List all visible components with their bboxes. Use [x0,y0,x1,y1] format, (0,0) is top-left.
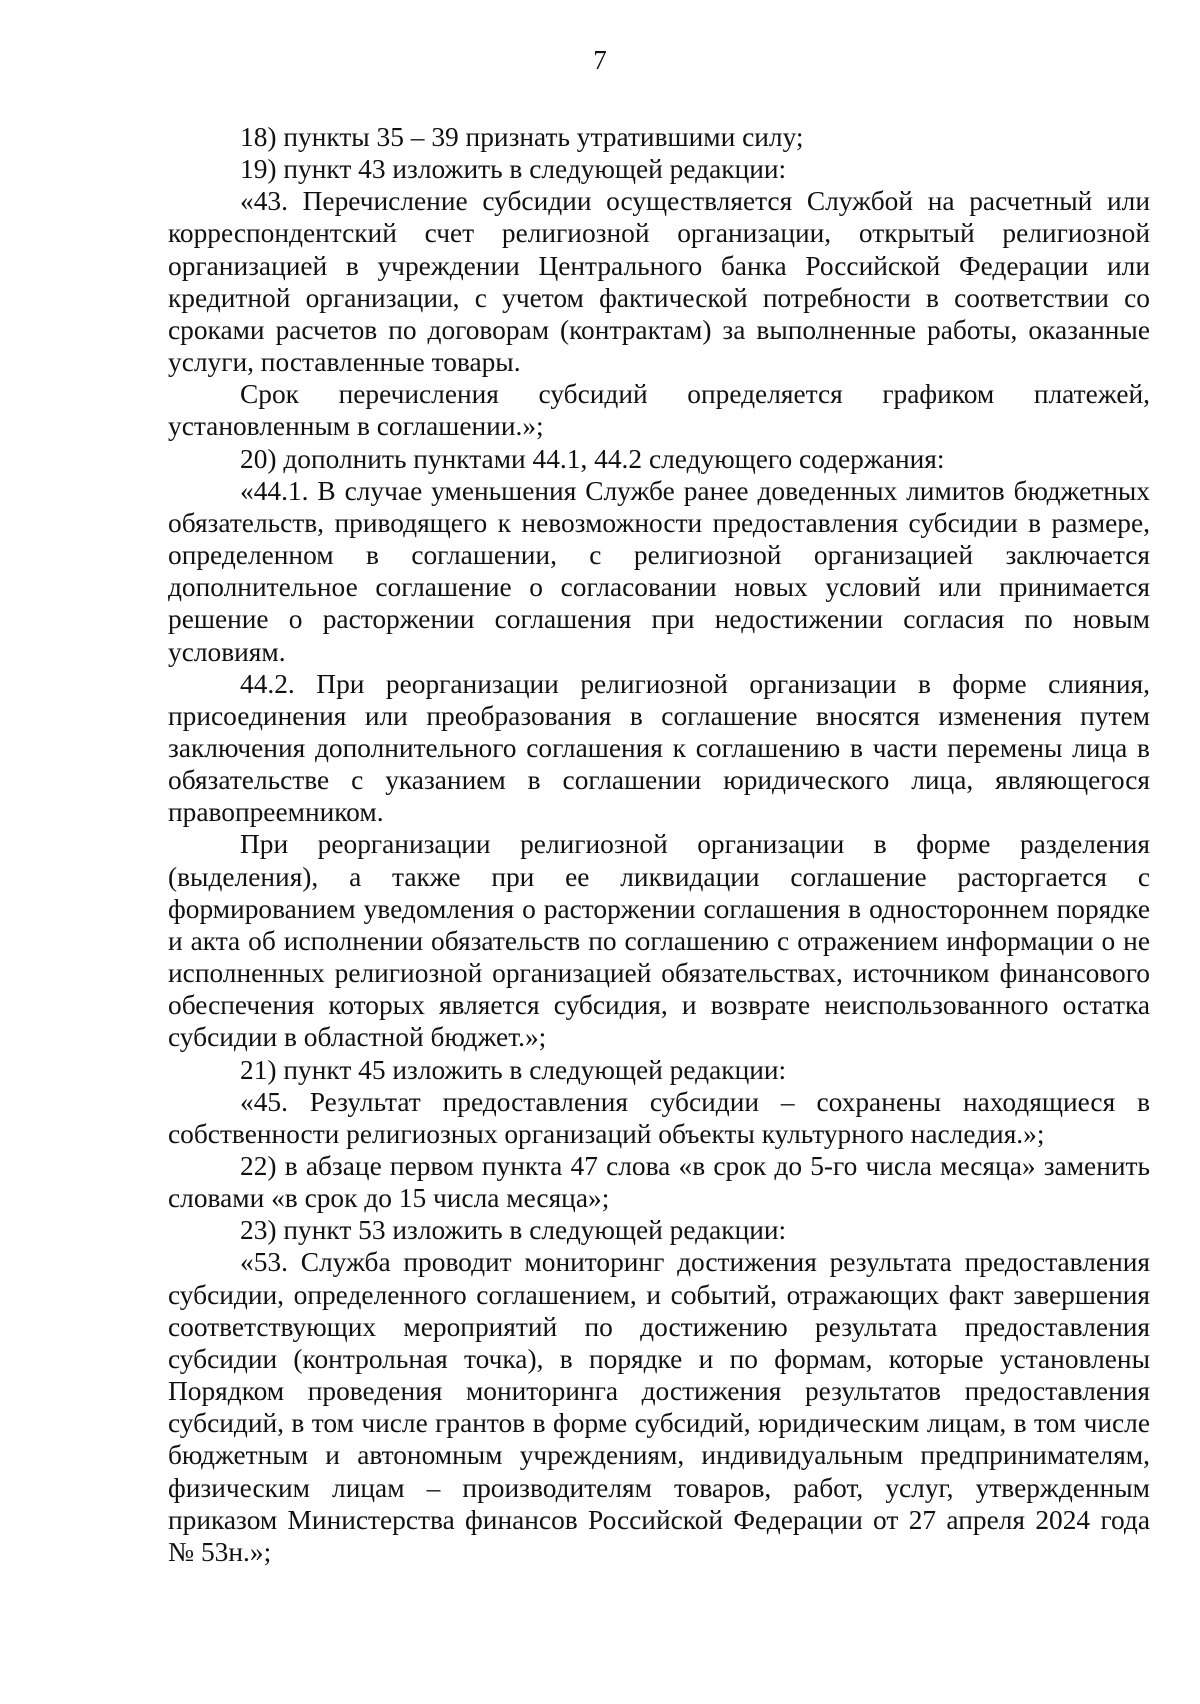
paragraph-clause-43: «43. Перечисление субсидии осуществляется Службой на расчетный или корреспондентский счет религиозной организации, открытый религиозной организацией в учреждении Центрального банка Российской Федерации или кредитной организации, с учетом фактической потребности в соответствии со сроками расчетов по договорам (контрактам) за выполненные работы, оказанные услуги, поставленные товары. [168,186,1150,378]
paragraph-clause-53: «53. Служба проводит мониторинг достижения результата предоставления субсидии, определенного соглашением, и событий, отражающих факт завершения соответствующих мероприятий по достижению результата предоставления субсидии (контрольная точка), в порядке и по формам, которые установлены Порядком проведения мониторинга достижения результатов предоставления субсидий, в том числе грантов в форме субсидий, юридическим лицам, в том числе бюджетным и автономным учреждениям, индивидуальным предпринимателям, физическим лицам – производителям товаров, работ, услуг, утвержденным приказом Министерства финансов Российской Федерации от 27 апреля 2024 года № 53н.»; [168,1247,1150,1567]
paragraph-item-22: 22) в абзаце первом пункта 47 слова «в срок до 5-го числа месяца» заменить словами «в срок до 15 числа месяца»; [168,1151,1150,1214]
document-body [168,121,1150,1568]
paragraph-item-20: 20) дополнить пунктами 44.1, 44.2 следующего содержания: [240,443,945,474]
paragraph-clause-44-2: 44.2. При реорганизации религиозной организации в форме слияния, присоединения или преобразования в соглашение вносятся изменения путем заключения дополнительного соглашения к соглашению в части перемены лица в обязательстве с указанием в соглашении юридического лица, являющегося правопреемником. [168,668,1150,828]
paragraph-clause-44-1: «44.1. В случае уменьшения Службе ранее доведенных лимитов бюджетных обязательств, приводящего к невозможности предоставления субсидии в размере, определенном в соглашении, с религиозной организацией заключается дополнительное соглашение о согласовании новых условий или принимается решение о расторжении соглашения при недостижении согласия по новым условиям. [168,475,1150,667]
page-number: 7 [593,45,607,75]
paragraph-item-21: 21) пункт 45 изложить в следующей редакции: [240,1054,787,1085]
paragraph-clause-43-payment-schedule: Срок перечисления субсидий определяется графиком платежей, установленным в соглашении.»; [168,379,1150,442]
paragraph-item-18: 18) пункты 35 – 39 признать утратившими силу; [240,122,804,152]
paragraph-item-19: 19) пункт 43 изложить в следующей редакции: [240,154,787,185]
paragraph-item-23: 23) пункт 53 изложить в следующей редакции: [240,1215,787,1246]
paragraph-clause-45: «45. Результат предоставления субсидии – сохранены находящиеся в собственности религиозных организаций объекты культурного наследия.»; [168,1086,1150,1149]
paragraph-clause-44-2-division: При реорганизации религиозной организации в форме разделения (выделения), а также при ее ликвидации соглашение расторгается с формированием уведомления о расторжении соглашения в одностороннем порядке и акта об исполнении обязательств по соглашению с отражением информации о не исполненных религиозной организацией обязательствах, источником финансового обеспечения которых является субсидия, и возврате неиспользованного остатка субсидии в областной бюджет.»; [168,829,1150,1053]
